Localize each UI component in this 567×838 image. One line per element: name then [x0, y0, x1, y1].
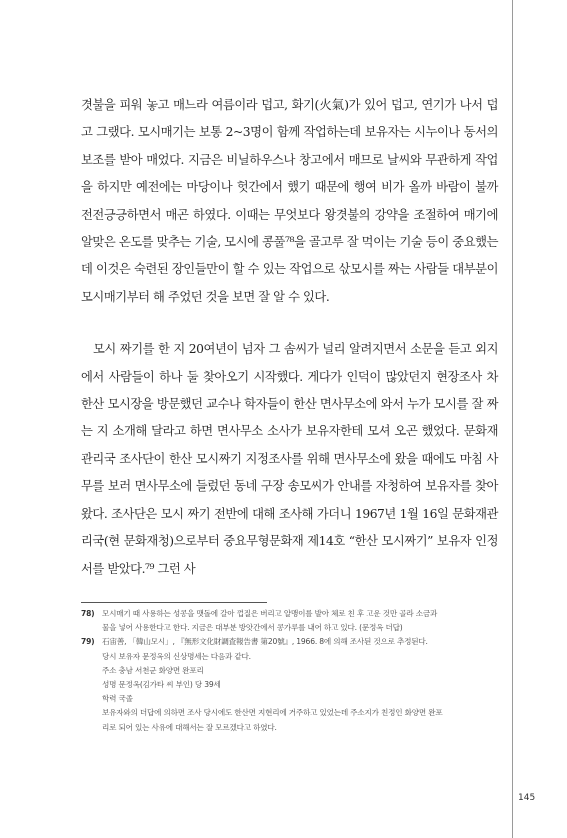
- footnote-number: 78): [81, 609, 95, 618]
- paragraph-1: 겻불을 피워 놓고 매느라 여름이라 덥고, 화기(火氣)가 있어 덥고, 연기가 나서 덥고 그랬다. 모시매기는 보통 2~3명이 함께 작업하는데 보유자는 시누이나 동서의 보조를 받아 매었다. 지금은 비닐하우스나 창고에서 매므로 날씨와 무관하게 작업을 하지만 예전에는 마당이나 헛간에서 했기 때문에 행여 비가 올까 바람이 불까 전전긍긍하면서 매곤 하였다. 이때는 무엇보다 왕겻불의 강약을 조절하여 매기에 알맞은 온도를 맞추는 기술, 모시에 콩풀⁷⁸을 골고루 잘 먹이는 기술 등이 중요했는데 이것은 숙련된 장인들만이 할 수 있는 작업으로 삯모시를 짜는 사람들 대부분이 모시매기부터 해 주었던 것을 보면 잘 알 수 있다.: [81, 98, 498, 304]
- footnote-line: 石宙善, 「韓山모시」, 『無形文化財調査報告書 第20號』, 1966. 8에 의해 조사된 것으로 추정된다.: [102, 637, 428, 647]
- footnote-line: 당시 보유자 문정옥의 신상명세는 다음과 같다.: [102, 651, 251, 661]
- footnote-number: 79): [81, 637, 95, 647]
- footnote-separator: [81, 602, 267, 603]
- paragraph-2: 모시 짜기를 한 지 20여년이 넘자 그 솜씨가 널리 알려지면서 소문을 듣고 외지에서 사람들이 하나 둘 찾아오기 시작했다. 게다가 인덕이 많았던지 현장조사 차 한산 모시장을 방문했던 교수나 학자들이 한산 면사무소에 와서 누가 모시를 잘 짜는 지 소개해 달라고 하면 면사무소 소사가 보유자한테 모셔 오곤 했었다. 문화재관리국 조사단이 한산 모시짜기 지정조사를 위해 면사무소에 왔을 때에도 마침 사무를 보러 면사무소에 들렀던 동네 구장 송모씨가 안내를 자청하여 보유자를 찾아왔다. 조사단은 모시 짜기 전반에 대해 조사해 가더니 1967년 1월 16일 문화재관리국(현 문화재청)으로부터 중요무형문화재 제14호 “한산 모시짜기” 보유자 인정서를 받았다.⁷⁹ 그런 사: [81, 342, 498, 576]
- footnote-line: 보유자와의 더답에 의하면 조사 당시에도 한산면 지현리에 거주하고 있었는데 주소지가 친정인 화양면 완포: [102, 708, 443, 718]
- footnote-79: [81, 635, 498, 734]
- footnote-line: 물을 넣어 사용한다고 한다. 지금은 대부분 방앗간에서 콩가루를 내어 하고 있다. (문정옥 더답): [102, 623, 403, 633]
- footnote-78: [81, 607, 498, 635]
- footnote-line: 모시매기 때 사용하는 성콩을 맷돌에 갈아 껍질은 버리고 알맹이를 발아 체로 친 후 고운 것만 골라 소금과: [102, 609, 438, 618]
- page-edge-rule: [512, 0, 513, 838]
- page-number: 145: [518, 793, 536, 803]
- footnote-line: 학력 국졸: [102, 694, 133, 704]
- footnotes: [81, 607, 498, 735]
- footnote-line: 성명 문정옥(김가타 씨 부인) 당 39세: [102, 680, 221, 690]
- body-text: [81, 92, 498, 583]
- footnote-line: 리로 되어 있는 사유에 대해서는 잘 모르겠다고 하였다.: [102, 722, 277, 732]
- footnote-line: 주소 충남 서천군 화양면 완포리: [102, 665, 204, 675]
